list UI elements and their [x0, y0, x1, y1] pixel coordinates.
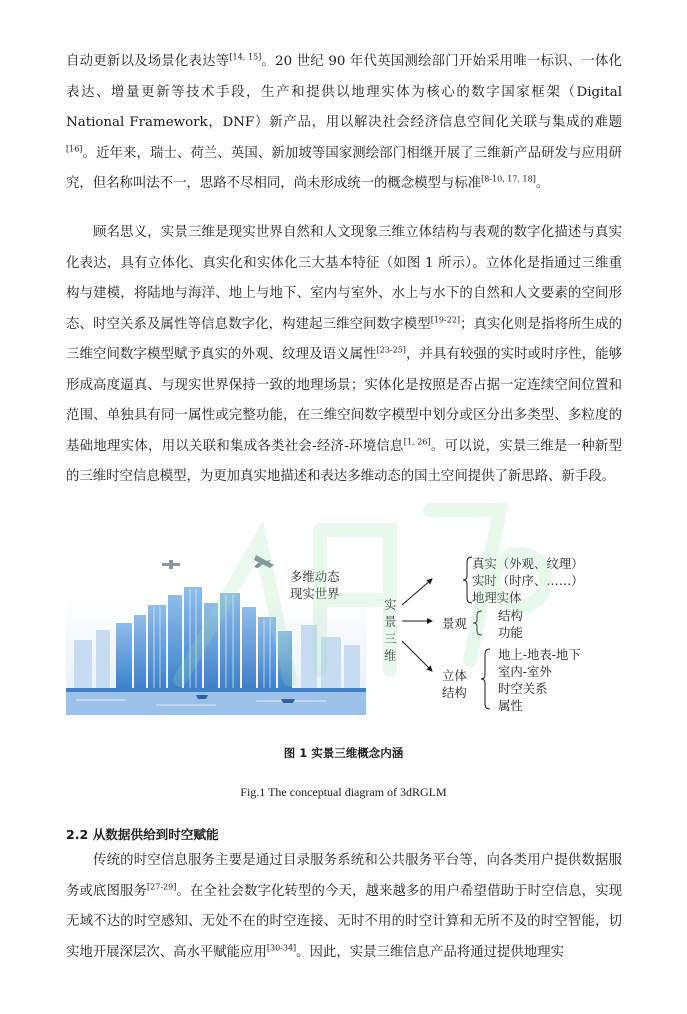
p1-text-c: 。近年来，瑞士、荷兰、英国、新加坡等国家测绘部门相继开展了三维新产品研发与应用研究，但名称叫法不一，思路不尽相同，尚未形成统一的概念模型与标准 — [66, 145, 622, 191]
root-char-3: 三 — [384, 631, 397, 646]
citation-16: [16] — [66, 144, 83, 154]
p1-text-b: 。20 世纪 90 年代英国测绘部门开始采用唯一标识、一体化表达、增量更新等技术手段，生产和提供以地理实体为核心的数字国家框架（Digital National Framework，DNF）新产品，用以解决社会经济信息空间化关联与集成的难题 — [66, 54, 622, 130]
p3-text-b: 。在全社会数字化转型的今天，越来越多的用户希望借助于时空信息，实现无域不达的时空感知、无处不在的时空连接、无时不用的时空计算和无所不及的时空智能，切实地开展深层次、高水平赋能应用 — [66, 883, 622, 960]
citation-27-29: [27-29] — [147, 882, 177, 892]
citation-23-25: [23-25] — [376, 345, 406, 355]
paragraph-1 — [66, 47, 622, 200]
paragraph-3 — [66, 846, 622, 968]
branch-3-item-4: 属性 — [498, 698, 523, 713]
p1-text-d: 。 — [535, 176, 550, 191]
branch-3-label-1: 立体 — [442, 668, 467, 683]
citation-8-18: [8-10, 17, 18] — [481, 174, 536, 184]
p3-text-c: 。因此，实景三维信息产品将通过提供地理实 — [296, 944, 564, 960]
p2-text-c: ，并具有较强的实时或时序性，能够形成高度逼真、与现实世界保持一致的地理场景；实体化是按照是否占据一定连续空间位置和范围、单独具有同一属性或完整功能，在三维空间数字模型中划分或区分出多类型、多粒度的基础地理实体，用以关联和集成各类社会-经济-环境信息 — [66, 347, 622, 454]
figure-1 — [66, 545, 622, 725]
p2-text-d: 。可以说，实景三维是一种新型的三维时空信息模型，为更加真实地描述和表达多维动态的国土空间提供了新思路、新手段。 — [66, 438, 622, 484]
root-char-4: 维 — [384, 648, 397, 663]
scene-label-1: 多维动态 — [290, 569, 340, 584]
drone-icon — [162, 560, 180, 569]
p2-text-a: 顾名思义，实景三维是现实世界自然和人文现象三维立体结构与表观的数字化描述与真实化表达，具有立体化、真实化和实体化三大基本特征（如图 1 所示）。立体化是指通过三维重构与建模，将陆地与海洋、地上与地下、室内与室外、水上与水下的自然和人文要素的空间形态、时空关系及属性等信息数字化，构建起三维空间数字模型 — [66, 225, 622, 332]
citation-1-26: [1, 26] — [403, 437, 431, 447]
branch-2-item-1: 结构 — [498, 608, 523, 623]
paragraph-2 — [66, 218, 622, 493]
p1-text-a: 自动更新以及场景化表达等 — [66, 54, 230, 69]
p3-text-a: 传统的时空信息服务主要是通过目录服务系统和公共服务平台等，向各类用户提供数据服务或底图服务 — [66, 853, 622, 899]
branch-1-item-2: 实时（时序、……） — [472, 573, 584, 588]
scene-label-2: 现实世界 — [290, 586, 340, 601]
branch-3-item-2: 室内-室外 — [498, 664, 552, 679]
citation-14-15: [14, 15] — [229, 52, 262, 62]
figure-caption-cn: 图 1 实景三维概念内涵 — [283, 746, 404, 760]
branch-2-label: 景观 — [442, 616, 467, 631]
root-char-1: 实 — [384, 597, 397, 612]
airplane-icon — [254, 555, 274, 568]
branch-3-item-1: 地上-地表-地下 — [498, 647, 581, 662]
section-heading: 2.2 从数据供给到时空赋能 — [66, 827, 219, 842]
citation-30-34: [30-34] — [266, 943, 297, 953]
figure-caption-en: Fig.1 The conceptual diagram of 3dRGLM — [240, 785, 447, 799]
p2-text-b: ；真实化则是指将所生成的三维空间数字模型赋予真实的外观、纹理及语义属性 — [66, 316, 623, 362]
branch-1-item-3: 地理实体 — [472, 590, 522, 605]
branch-3-label-2: 结构 — [442, 685, 467, 700]
root-char-2: 景 — [384, 614, 397, 629]
citation-19-22: [19-22] — [430, 315, 461, 325]
branch-3-item-3: 时空关系 — [498, 681, 548, 696]
branch-2-item-2: 功能 — [498, 625, 523, 640]
branch-1-item-1: 真实（外观、纹理） — [472, 556, 584, 571]
